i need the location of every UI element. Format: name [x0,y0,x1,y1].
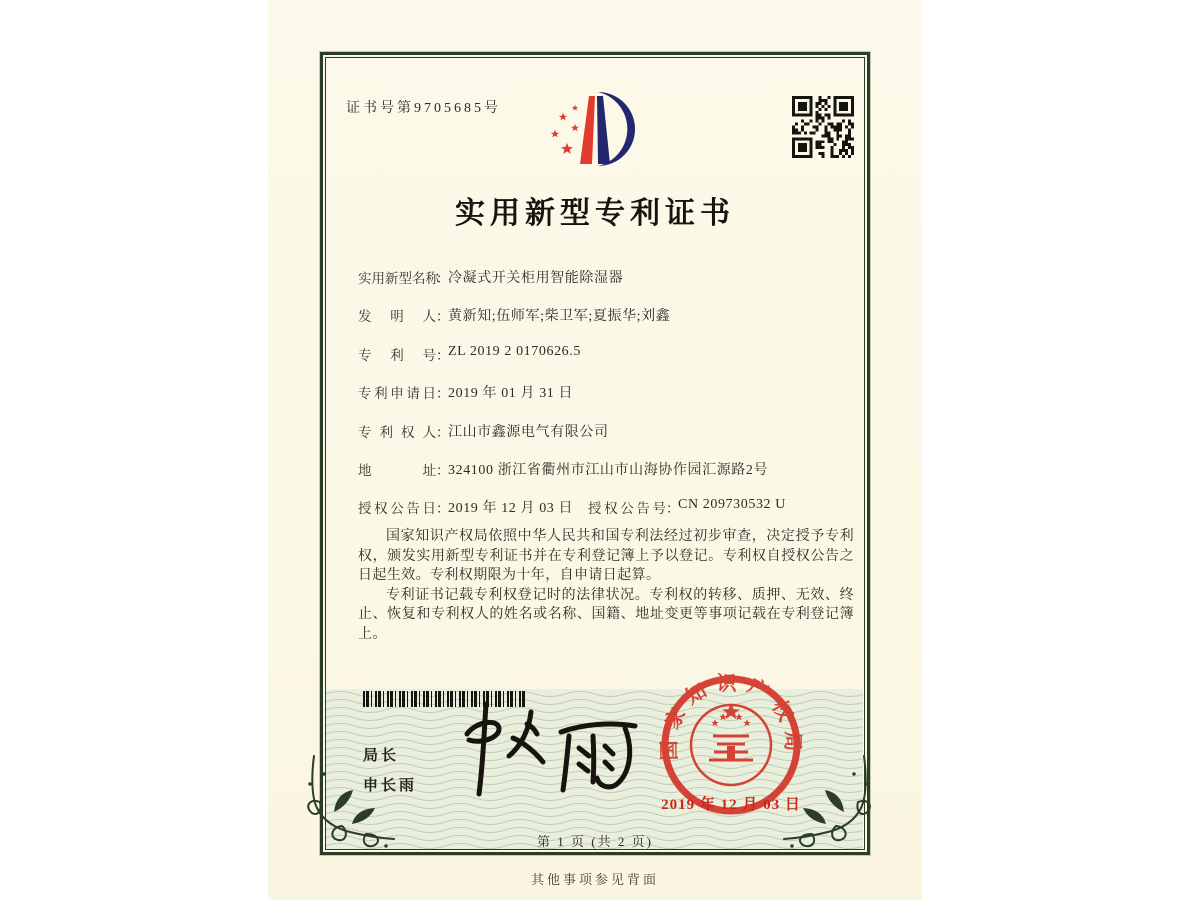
legal-paragraph-2: 专利证书记载专利权登记时的法律状况。专利权的转移、质押、无效、终止、恢复和专利权人的姓名或名称、国籍、地址变更等事项记载在专利登记簿上。 [358,587,854,642]
director-signature [453,698,648,798]
field-row-filing-date [358,382,828,420]
field-value: 江山市鑫源电气有限公司 [448,424,609,440]
national-emblem-icon [691,703,771,785]
field-label: 专利权人 [358,424,436,440]
field-colon: ： [436,386,450,402]
field-label: 地址 [358,462,436,478]
seal-ring-text: 国家知识产权局 [658,672,804,761]
page-number: 第 1 页 (共 2 页) [537,834,653,849]
field-label: 发明人 [358,309,436,325]
director-title: 局长 [363,747,400,764]
director-name: 申长雨 [363,777,418,794]
field-colon: ： [436,462,450,478]
field-row-patentee [358,421,828,459]
field-colon: ： [436,424,450,440]
certificate-page [268,0,922,900]
field-value: 2019 年 12 月 03 日 [448,501,574,517]
field-colon: ： [436,309,450,325]
qr-code [792,96,854,158]
field-value: 2019 年 01 月 31 日 [448,386,574,402]
certificate-title: 实用新型专利证书 [455,197,735,230]
certificate-number: 证书号第9705685号 [346,101,501,116]
field-row-address [358,459,828,497]
field-colon: ： [666,501,680,517]
corner-flourish-left [304,752,396,852]
field-label: 授权公告号 [588,501,666,517]
field-list [358,267,828,536]
field-value: 324100 浙江省衢州市江山市山海协作园汇源路2号 [448,462,769,478]
field-value: 黄新知;伍师军;柴卫军;夏振华;刘鑫 [448,309,671,325]
legal-text [358,527,854,645]
field-grant-number [588,497,786,517]
field-row-name [358,267,828,305]
field-row-patent-number [358,344,828,382]
field-colon: ： [436,271,450,286]
field-row-inventors [358,305,828,343]
field-label: 授权公告日 [358,501,436,517]
seal-date: 2019 年 12 月 03 日 [661,797,801,813]
field-label: 专利申请日 [358,386,436,402]
field-value: ZL 2019 2 0170626.5 [448,343,581,359]
legal-paragraph-1: 国家知识产权局依照中华人民共和国专利法经过初步审查，决定授予专利权，颁发实用新型专利证书并在专利登记簿上予以登记。专利权自授权公告之日起生效。专利权期限为十年，自申请日起算。 [358,529,854,584]
field-value: CN 209730532 U [678,497,786,513]
field-colon: ： [436,501,450,517]
field-label: 实用新型名称 [358,271,439,286]
field-colon: ： [436,347,450,363]
back-side-note: 其他事项参见背面 [530,872,659,887]
cnipa-patent-logo-icon [548,88,643,173]
field-label: 专利号 [358,347,436,363]
corner-flourish-right [782,752,874,852]
field-value: 冷凝式开关柜用智能除湿器 [448,271,624,286]
